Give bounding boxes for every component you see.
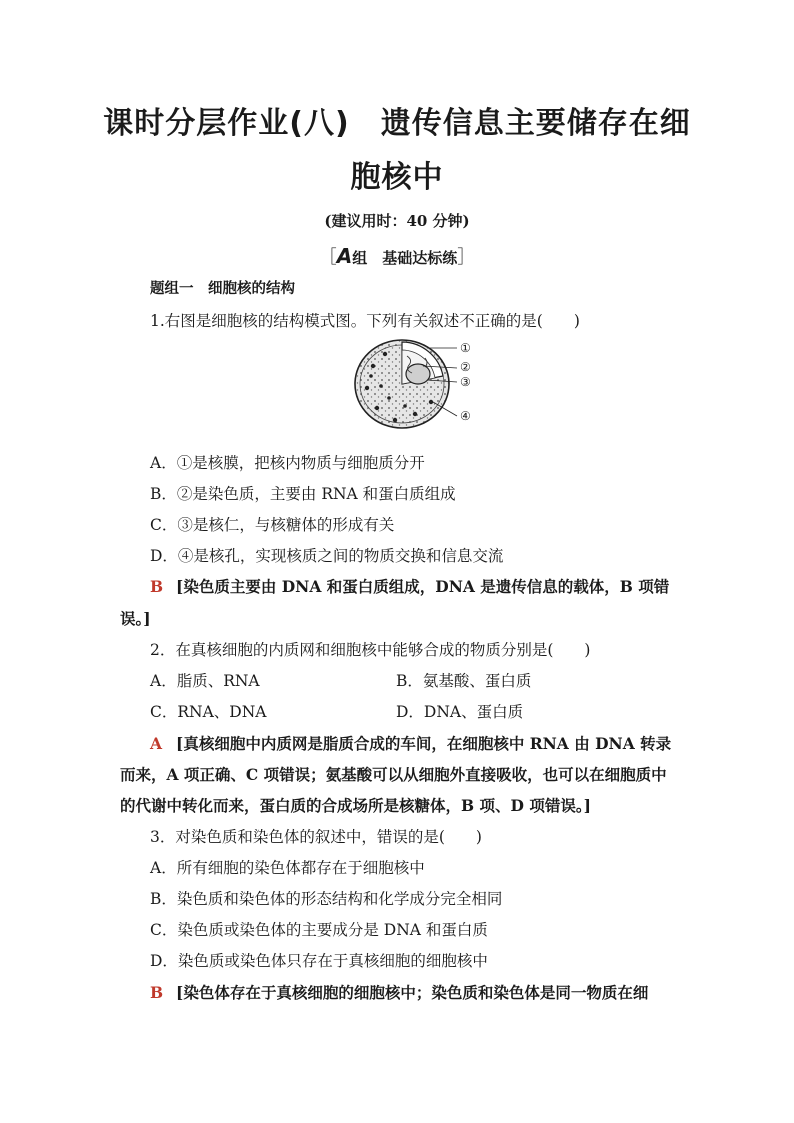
q1-option-b: B．②是染色质，主要由 RNA 和蛋白质组成 — [150, 485, 456, 503]
q1-explanation-line2: 误。] — [120, 609, 151, 628]
figure-label-4: ④ — [460, 409, 471, 423]
figure-label-2: ② — [460, 360, 471, 374]
q2-explanation-line2: 而来，A 项正确、C 项错误；氨基酸可以从细胞外直接吸收，也可以在细胞质中 — [120, 765, 667, 784]
q2-answer: A — [150, 734, 163, 753]
group-left-bracket: ［ — [318, 247, 337, 268]
q3-explanation-line1: [染色体存在于真核细胞的细胞核中；染色质和染色体是同一物质在细 — [176, 983, 649, 1002]
q2-option-b: B．氨基酸、蛋白质 — [396, 672, 532, 690]
q1-option-c: C．③是核仁，与核糖体的形成有关 — [150, 516, 395, 534]
q2-explanation-line1: [真核细胞中内质网是脂质合成的车间，在细胞核中 RNA 由 DNA 转录 — [176, 734, 672, 753]
group-right-bracket: ］ — [457, 247, 476, 268]
question-3-stem: 3．对染色质和染色体的叙述中，错误的是( ) — [150, 828, 482, 846]
time-hint: (建议用时：40 分钟) — [324, 212, 470, 230]
q1-option-a: A．①是核膜，把核内物质与细胞质分开 — [150, 454, 425, 472]
figure-label-1: ① — [460, 341, 471, 355]
page-title-line2: 胞核中 — [350, 160, 444, 195]
q2-option-a: A．脂质、RNA — [150, 672, 260, 690]
q3-option-d: D．染色质或染色体只存在于真核细胞的细胞核中 — [150, 952, 488, 970]
figure-label-3: ③ — [460, 375, 471, 389]
q1-explanation-line1: [染色质主要由 DNA 和蛋白质组成，DNA 是遗传信息的载体，B 项错 — [176, 577, 670, 596]
nucleolus-shape — [406, 364, 430, 384]
q3-option-b: B．染色质和染色体的形态结构和化学成分完全相同 — [150, 890, 503, 908]
q2-option-c: C．RNA、DNA — [150, 703, 267, 721]
question-2-stem: 2．在真核细胞的内质网和细胞核中能够合成的物质分别是( ) — [150, 641, 591, 659]
group-heading — [0, 243, 794, 269]
q3-answer: B — [150, 983, 164, 1002]
q2-explanation — [150, 734, 671, 754]
q2-option-d: D．DNA、蛋白质 — [396, 703, 524, 721]
group-label: 组 基础达标练 — [352, 249, 458, 267]
q1-explanation — [150, 577, 669, 597]
question-1-stem: 1.右图是细胞核的结构模式图。下列有关叙述不正确的是( ) — [150, 312, 580, 330]
q3-option-a: A．所有细胞的染色体都存在于细胞核中 — [150, 859, 425, 877]
q3-option-c: C．染色质或染色体的主要成分是 DNA 和蛋白质 — [150, 921, 488, 939]
group-letter: A — [336, 244, 353, 268]
q2-explanation-line3: 的代谢中转化而来，蛋白质的合成场所是核糖体，B 项、D 项错误。] — [120, 796, 591, 815]
q1-option-d: D．④是核孔，实现核质之间的物质交换和信息交流 — [150, 547, 504, 565]
q3-explanation — [150, 983, 648, 1003]
q1-answer: B — [150, 577, 164, 596]
page-title: 课时分层作业(八) 遗传信息主要储存在细 — [103, 106, 691, 141]
section-title: 题组一 细胞核的结构 — [150, 281, 295, 297]
